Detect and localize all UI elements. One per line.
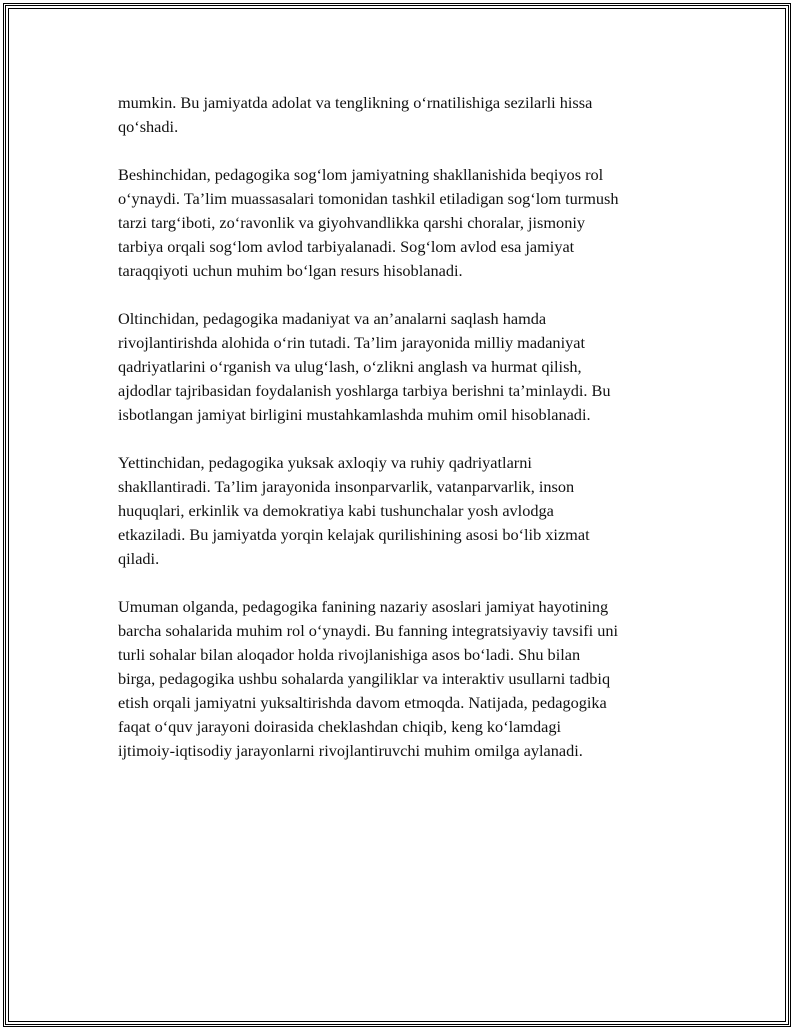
text-line: Beshinchidan, pedagogika sog‘lom jamiyatning shakllanishida beqiyos rol: [118, 165, 604, 184]
paragraph-4: [118, 451, 688, 571]
text-line: qo‘shadi.: [118, 117, 179, 136]
text-line: Yettinchidan, pedagogika yuksak axloqiy va ruhiy qadriyatlarni: [118, 453, 532, 472]
text-line: barcha sohalarida muhim rol o‘ynaydi. Bu fanning integratsiyaviy tavsifi uni: [118, 621, 619, 640]
text-line: Oltinchidan, pedagogika madaniyat va an’analarni saqlash hamda: [118, 309, 547, 328]
text-line: faqat o‘quv jarayoni doirasida cheklashdan chiqib, keng ko‘lamdagi: [118, 717, 562, 736]
text-line: mumkin. Bu jamiyatda adolat va tenglikning o‘rnatilishiga sezilarli hissa: [118, 93, 593, 112]
text-line: shakllantiradi. Ta’lim jarayonida insonparvarlik, vatanparvarlik, inson: [118, 477, 575, 496]
paragraph-2: [118, 163, 688, 283]
text-line: rivojlantirishda alohida o‘rin tutadi. Ta’lim jarayonida milliy madaniyat: [118, 333, 585, 352]
text-line: ajdodlar tajribasidan foydalanish yoshlarga tarbiya berishni ta’minlaydi. Bu: [118, 381, 611, 400]
document-body: [118, 91, 688, 787]
text-line: etkaziladi. Bu jamiyatda yorqin kelajak qurilishining asosi bo‘lib xizmat: [118, 525, 590, 544]
text-line: o‘ynaydi. Ta’lim muassasalari tomonidan tashkil etiladigan sog‘lom turmush: [118, 189, 619, 208]
text-line: ijtimoiy-iqtisodiy jarayonlarni rivojlantiruvchi muhim omilga aylanadi.: [118, 741, 583, 760]
paragraph-1: [118, 91, 688, 139]
text-line: qadriyatlarini o‘rganish va ulug‘lash, o‘zlikni anglash va hurmat qilish,: [118, 357, 582, 376]
text-line: huquqlari, erkinlik va demokratiya kabi tushunchalar yosh avlodga: [118, 501, 554, 520]
paragraph-5: [118, 595, 688, 763]
text-line: qiladi.: [118, 549, 160, 568]
text-line: isbotlangan jamiyat birligini mustahkamlashda muhim omil hisoblanadi.: [118, 405, 591, 424]
text-line: turli sohalar bilan aloqador holda rivojlanishiga asos bo‘ladi. Shu bilan: [118, 645, 581, 664]
text-line: taraqqiyoti uchun muhim bo‘lgan resurs hisoblanadi.: [118, 261, 463, 280]
text-line: etish orqali jamiyatni yuksaltirishda davom etmoqda. Natijada, pedagogika: [118, 693, 607, 712]
text-line: Umuman olganda, pedagogika fanining nazariy asoslari jamiyat hayotining: [118, 597, 609, 616]
text-line: tarbiya orqali sog‘lom avlod tarbiyalanadi. Sog‘lom avlod esa jamiyat: [118, 237, 575, 256]
paragraph-3: [118, 307, 688, 427]
text-line: tarzi targ‘iboti, zo‘ravonlik va giyohvandlikka qarshi choralar, jismoniy: [118, 213, 586, 232]
text-line: birga, pedagogika ushbu sohalarda yangiliklar va interaktiv usullarni tadbiq: [118, 669, 611, 688]
